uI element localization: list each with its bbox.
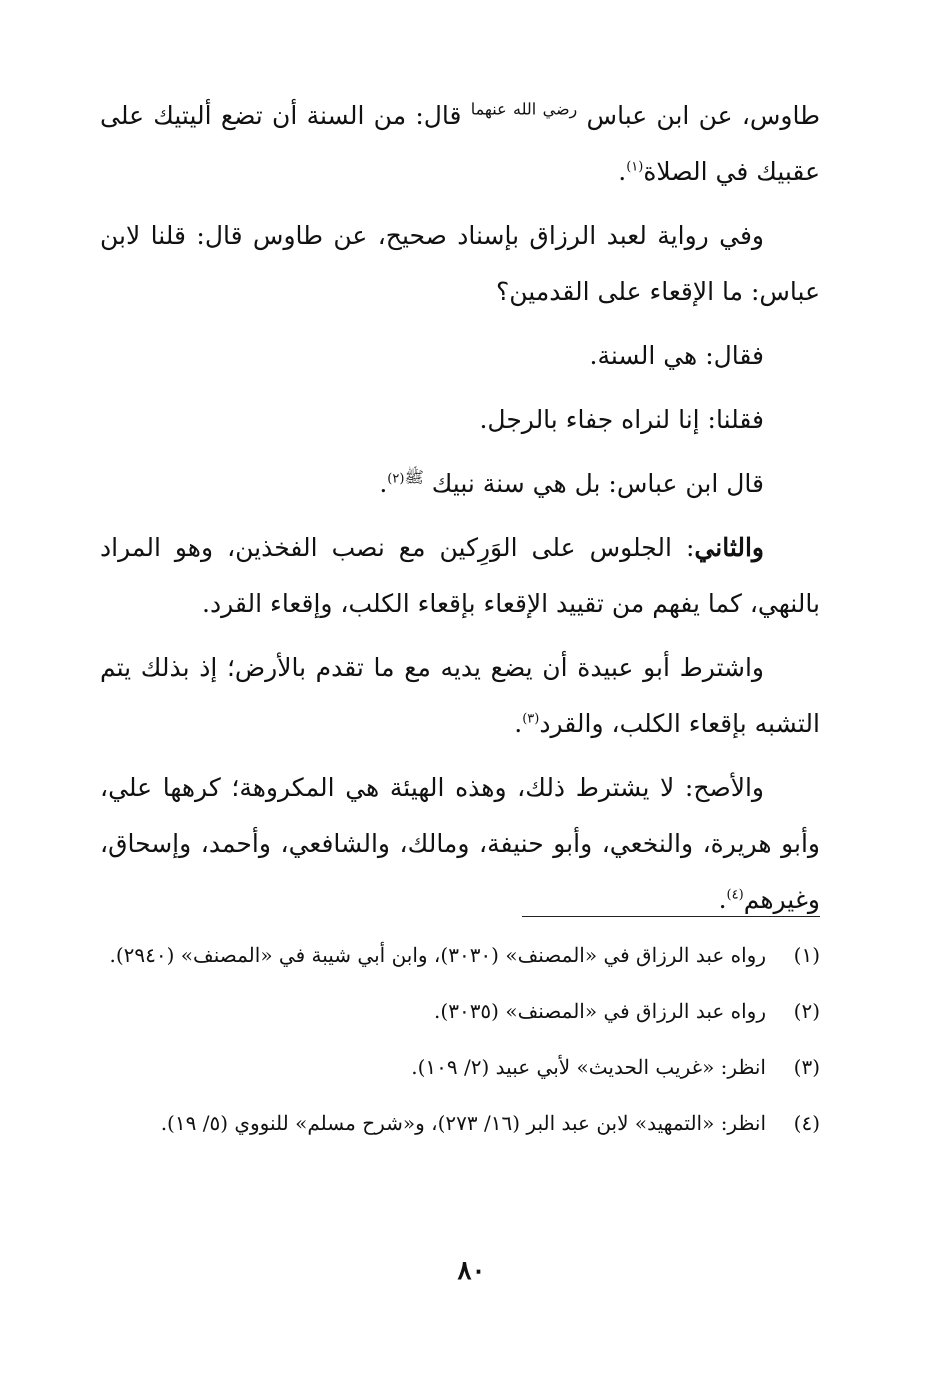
footnotes [108, 930, 820, 1154]
footnote-number: (١) [793, 943, 820, 967]
footnote-text: رواه عبد الرزاق في «المصنف» (٣٠٣٥). [434, 999, 766, 1023]
footnote-3 [108, 1042, 820, 1092]
footnote-ref-4[interactable]: (٤) [726, 887, 744, 903]
paragraph-1: طاوس، عن ابن عباس $^{رضي الله عنهما}$ قال: من السنة أن تضع أليتيك على عقبيك في الصلاة$^{(١)}$. [100, 99, 820, 186]
footnote-text: انظر: «غريب الحديث» لأبي عبيد (٢/ ١٠٩). [411, 1055, 766, 1079]
paragraph-2: وفي رواية لعبد الرزاق بإسناد صحيح، عن طاوس قال: قلنا لابن عباس: ما الإقعاء على القدمين؟ [100, 221, 820, 306]
paragraph-8: والأصح: لا يشترط ذلك، وهذه الهيئة هي المكروهة؛ كرهها علي، وأبو هريرة، والنخعي، وأبو حنيفة، ومالك، والشافعي، وأحمد، وإسحاق، وغيرهم$^{(٤)}$. [100, 773, 820, 914]
footnote-divider [522, 916, 820, 917]
footnote-ref-2[interactable]: (٢) [387, 471, 405, 487]
footnote-number: (٤) [793, 1111, 820, 1135]
footnote-text: رواه عبد الرزاق في «المصنف» (٣٠٣٠)، وابن أبي شيبة في «المصنف» (٢٩٤٠). [109, 943, 766, 967]
paragraph-4: فقلنا: إنا لنراه جفاء بالرجل. [479, 405, 764, 434]
paragraph-5: قال ابن عباس: بل هي سنة نبيك $^{ﷺ(٢)}$. [379, 467, 764, 498]
footnote-1 [108, 930, 820, 980]
footnote-number: (٢) [793, 999, 820, 1023]
footnote-ref-3[interactable]: (٣) [522, 711, 540, 727]
footnote-4 [108, 1098, 820, 1148]
paragraph-6: والثاني: الجلوس على الوَرِكين مع نصب الفخذين، وهو المراد بالنهي، كما يفهم من تقييد الإقعاء بإقعاء الكلب، وإقعاء القرد. [100, 533, 820, 618]
section-lead: والثاني [694, 533, 764, 562]
honorific-radiyallahu: رضي الله عنهما [470, 99, 578, 119]
honorific-salla: ﷺ [404, 467, 424, 487]
footnote-2 [108, 986, 820, 1036]
footnote-ref-1[interactable]: (١) [626, 159, 644, 175]
page-number: ٨٠ [457, 1256, 486, 1286]
paragraph-3: فقال: هي السنة. [589, 341, 764, 370]
footnote-text: انظر: «التمهيد» لابن عبد البر (١٦/ ٢٧٣)، و«شرح مسلم» للنووي (٥/ ١٩). [160, 1111, 766, 1135]
paragraph-7: واشترط أبو عبيدة أن يضع يديه مع ما تقدم بالأرض؛ إذ بذلك يتم التشبه بإقعاء الكلب، والقرد$^{(٣)}$. [100, 653, 820, 738]
footnote-number: (٣) [793, 1055, 820, 1079]
main-text [100, 88, 820, 936]
